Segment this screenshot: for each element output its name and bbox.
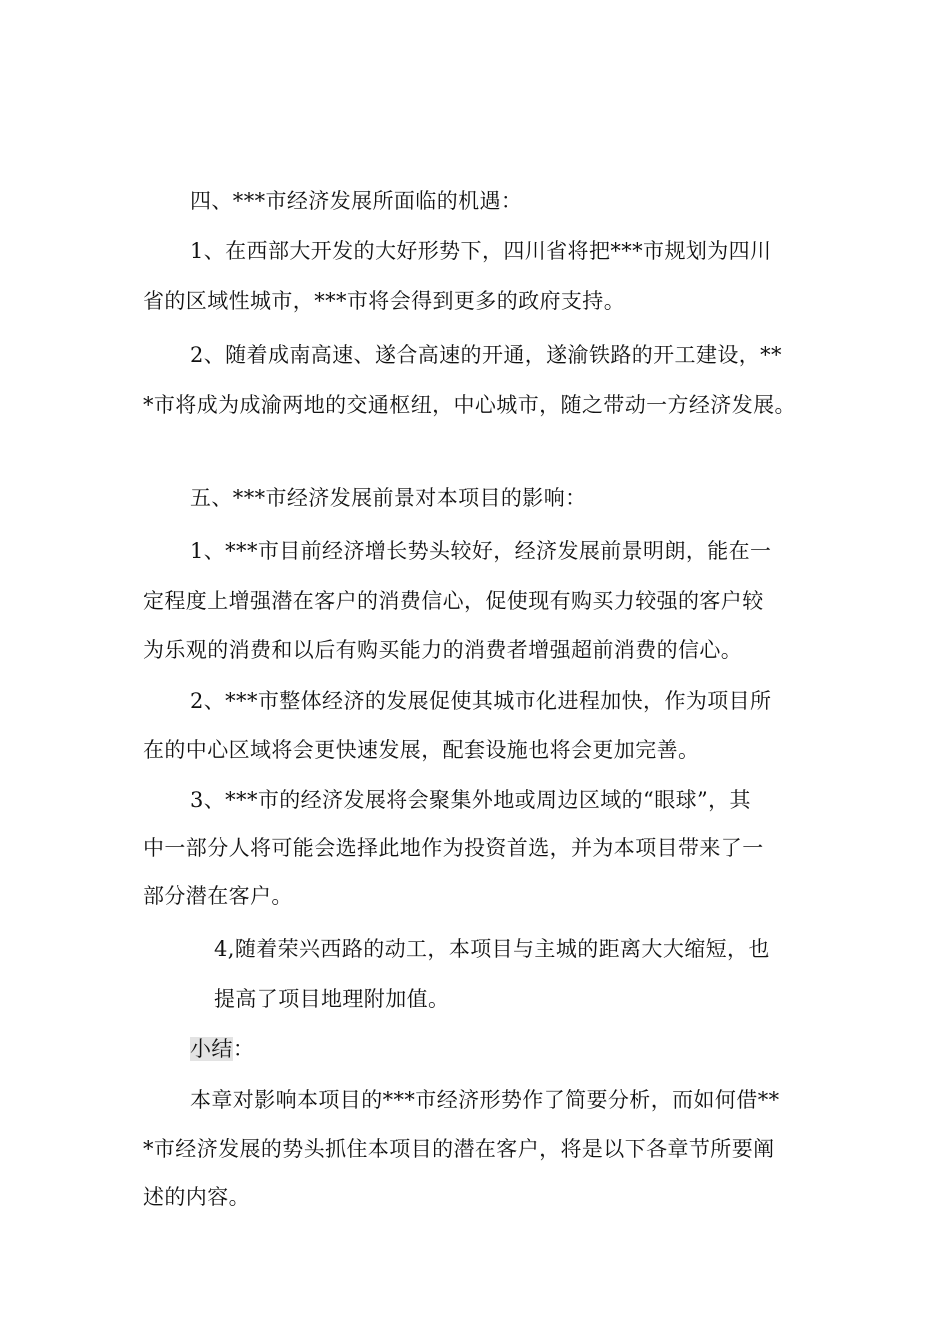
paragraph-line: 2、***市整体经济的发展促使其城市化进程加快，作为项目所: [190, 689, 772, 713]
paragraph-line: 本章对影响本项目的***市经济形势作了简要分析，而如何借**: [190, 1088, 780, 1112]
paragraph-line: 述的内容。: [143, 1185, 250, 1209]
paragraph-line: 省的区域性城市，***市将会得到更多的政府支持。: [143, 289, 626, 313]
paragraph-line: 1、***市目前经济增长势头较好，经济发展前景明朗，能在一: [190, 539, 772, 563]
paragraph-line: 2、随着成南高速、遂合高速的开通，遂渝铁路的开工建设，**: [190, 343, 782, 367]
paragraph-line: 1、在西部大开发的大好形势下，四川省将把***市规划为四川: [190, 239, 772, 263]
paragraph-line: 中一部分人将可能会选择此地作为投资首选，并为本项目带来了一: [143, 836, 764, 860]
paragraph-line: *市经济发展的势头抓住本项目的潜在客户，将是以下各章节所要阐: [143, 1137, 775, 1161]
paragraph-line: 定程度上增强潜在客户的消费信心，促使现有购买力较强的客户较: [143, 589, 764, 613]
paragraph-line: 3、***市的经济发展将会聚集外地或周边区域的“眼球”，其: [190, 788, 751, 812]
paragraph-line: 为乐观的消费和以后有购买能力的消费者增强超前消费的信心。: [143, 638, 743, 662]
paragraph-line: 部分潜在客户。: [143, 884, 293, 908]
paragraph-line: 提高了项目地理附加值。: [214, 987, 450, 1011]
paragraph-line: 在的中心区域将会更快速发展，配套设施也将会更加完善。: [143, 738, 700, 762]
summary-heading: [190, 1035, 254, 1063]
section-5-heading: 五、***市经济发展前景对本项目的影响：: [190, 486, 587, 510]
section-4-heading: 四、***市经济发展所面临的机遇：: [190, 189, 523, 213]
paragraph-line: 4,随着荣兴西路的动工，本项目与主城的距离大大缩短，也: [214, 937, 770, 961]
summary-colon: ：: [232, 1037, 255, 1061]
summary-label: 小结: [190, 1037, 233, 1061]
paragraph-line: *市将成为成渝两地的交通枢纽，中心城市，随之带动一方经济发展。: [143, 393, 796, 417]
